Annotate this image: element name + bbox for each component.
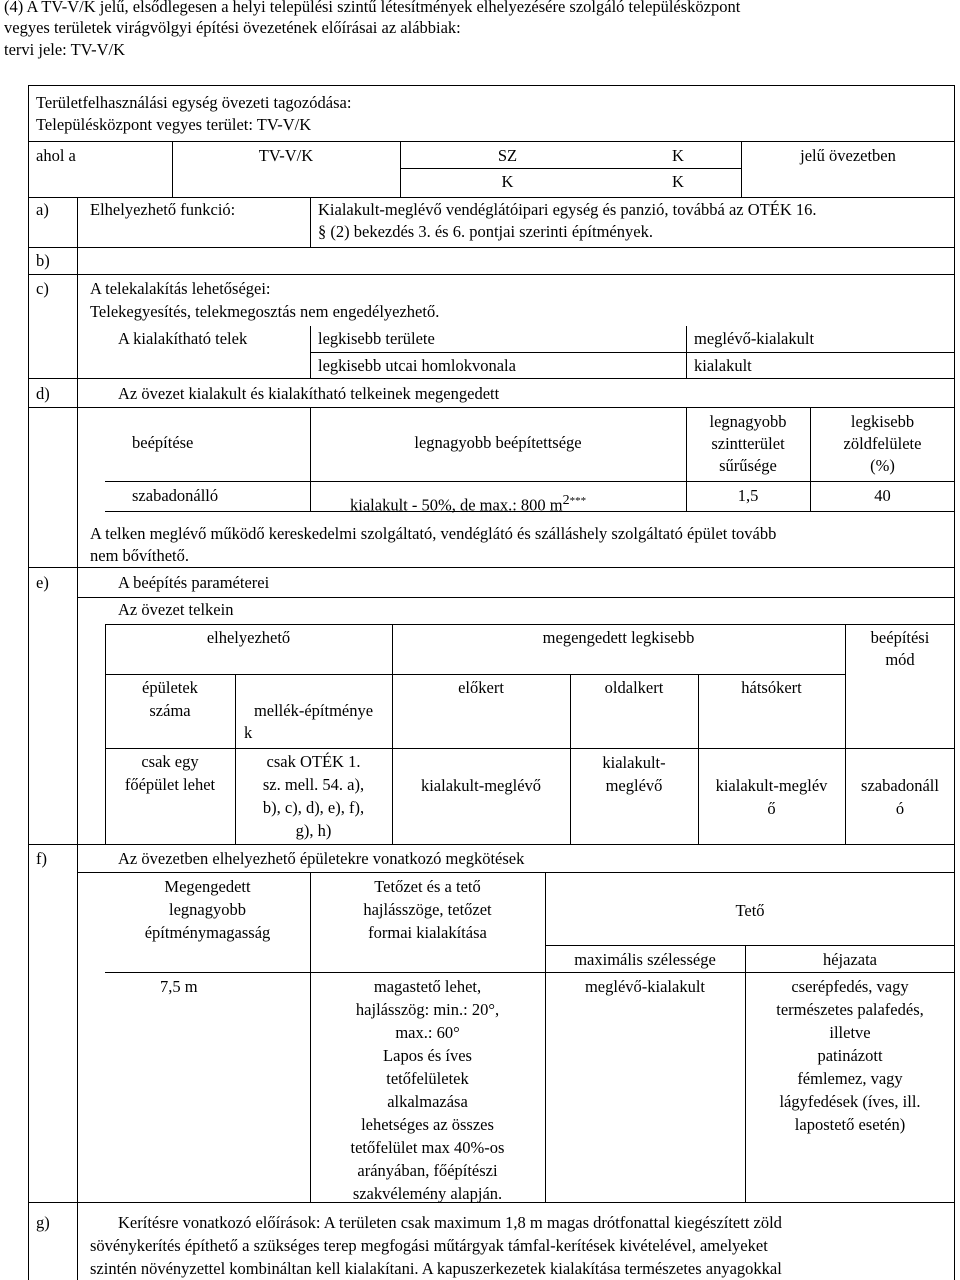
e-elhelyezheto: elhelyezhető (206, 628, 291, 647)
f-v2-2: hajlásszög: min.: 20°, (355, 1000, 500, 1019)
a-line-2: § (2) bekezdés 3. és 6. pontjai szerinti építmények. (318, 222, 653, 241)
c-kialakithato: A kialakítható telek (118, 329, 248, 348)
e-epuletek-2: száma (149, 701, 191, 720)
g-line-1: Kerítésre vonatkozó előírások: A területen csak maximum 1,8 m magas drótfonattal kiegészített zöld (118, 1213, 782, 1232)
e-otek-3: b), c), d), e), f), (262, 798, 365, 817)
e-sub2 (105, 624, 955, 625)
e-mod-value-2: ó (895, 799, 905, 818)
e-csak-egy-1: csak egy (141, 752, 199, 771)
f-v4-2: természetes palafedés, (776, 1000, 924, 1019)
d-val-stars: *** (569, 495, 587, 507)
e-bottom (28, 844, 955, 845)
f-hdr-bottom (105, 972, 955, 973)
f-title: Az övezetben elhelyezhető épületekre vonatkozó megkötések (118, 849, 525, 868)
d-val-beepitese: szabadonálló (132, 486, 219, 505)
d-col-beepitese: beépítése (132, 433, 194, 452)
f-v2-1: magastető lehet, (373, 977, 482, 996)
f-v4-4: patinázott (817, 1046, 883, 1065)
d-val-beepitettsege (350, 491, 586, 516)
c-homlok: legkisebb utcai homlokvonala (318, 356, 516, 375)
d-div-1 (310, 407, 311, 511)
e-subtitle: Az övezet telkein (118, 600, 234, 619)
f-v2-7: lehetséges az összes (361, 1115, 494, 1134)
header-k1: K (672, 146, 684, 165)
f-v2-6: alkalmazása (387, 1092, 468, 1111)
e-beepitesi-2: mód (885, 650, 915, 669)
b-letter: b) (36, 251, 50, 270)
e-hdr-bottom (105, 748, 955, 749)
e-oldalkert-value-1: kialakult- (602, 753, 666, 772)
f-max-szelessege: maximális szélessége (574, 950, 716, 969)
c-line-2: Telekegyesítés, telekmegosztás nem engedélyezhető. (90, 302, 440, 321)
d-val-szintterulet: 1,5 (737, 486, 759, 505)
d-note-2: nem bővíthető. (90, 546, 189, 565)
f-v2-8: tetőfelület max 40%-os (350, 1138, 505, 1157)
e-mellek-2: k (244, 723, 253, 742)
f-col1-2: legnagyobb (169, 900, 246, 919)
f-v4-3: illetve (829, 1023, 871, 1042)
f-mid (545, 945, 955, 946)
g-letter: g) (36, 1213, 50, 1232)
header-k3: K (672, 172, 684, 191)
f-letter: f) (36, 849, 47, 868)
header-line-2: Településközpont vegyes terület: TV-V/K (36, 115, 312, 134)
d-hdr-bottom (105, 481, 955, 482)
c-terulete: legkisebb területe (318, 329, 435, 348)
e-title: A beépítés paraméterei (118, 573, 270, 592)
b-bottom (28, 274, 955, 275)
e-oldalkert-value-2: meglévő (605, 776, 663, 795)
f-v3: meglévő-kialakult (584, 977, 706, 996)
e-letter: e) (36, 573, 49, 592)
d-title-bottom (28, 407, 955, 408)
intro-line-1: (4) A TV-V/K jelű, elsődlegesen a helyi települési szintű létesítmények elhelyezésére szolgáló településközpont (4, 0, 741, 16)
header-k2: K (501, 172, 514, 191)
c-mid (310, 352, 955, 353)
d-val-beepitettsege-text: kialakult - 50%, de max.: 800 m (350, 495, 563, 515)
e-elokert: előkert (458, 678, 504, 697)
f-v4-1: cserépfedés, vagy (791, 977, 909, 996)
g-line-3: szintén növényzettel kombináltan kell kialakítani. A kapuszerkezetek kialakítása természetes anyagokkal (90, 1259, 782, 1278)
header-jelu: jelű övezetben (800, 146, 896, 165)
e-hatsokert-value-1: kialakult-meglév (715, 776, 828, 795)
hdr-mid (400, 168, 741, 169)
d-col-zoldfelulet-2: zöldfelülete (843, 434, 922, 453)
e-otek-2: sz. mell. 54. a), (262, 775, 365, 794)
f-col2-3: formai kialakítása (368, 923, 487, 942)
header-ahol-a: ahol a (36, 146, 76, 165)
e-otek-4: g), h) (295, 821, 332, 840)
header-sz: SZ (497, 146, 518, 165)
f-v4-7: lapostető esetén) (794, 1115, 906, 1134)
frame-top (28, 85, 955, 86)
d-col-szintterulet-1: legnagyobb (709, 412, 787, 431)
c-letter: c) (36, 279, 49, 298)
d-val-zoldfelulet: 40 (874, 486, 891, 505)
f-v4-6: lágyfedések (íves, ill. (779, 1092, 921, 1111)
c-bottom (28, 378, 955, 379)
a-label: Elhelyezhető funkció: (90, 200, 236, 219)
d-title: Az övezet kialakult és kialakítható telkeinek megengedett (118, 384, 500, 403)
e-oldalkert: oldalkert (604, 678, 664, 697)
d-col-zoldfelulet-3: (%) (870, 456, 895, 475)
e-mellek-1: mellék-építménye (253, 701, 374, 720)
f-v2-10: szakvélemény alapján. (352, 1184, 503, 1203)
d-note-1: A telken meglévő működő kereskedelmi szolgáltató, vendéglátó és szálláshely szolgáltató épület tovább (90, 524, 777, 543)
a-bottom (28, 247, 955, 248)
e-mod-value-1: szabadonáll (861, 776, 939, 795)
header-line-1: Területfelhasználási egység övezeti tagozódása: (36, 93, 352, 112)
e-div-a (105, 624, 106, 844)
e-div-c (392, 624, 393, 844)
f-div-2 (545, 872, 546, 1202)
header-tvvk: TV-V/K (258, 146, 314, 165)
e-elokert-value: kialakult-meglévő (420, 776, 542, 795)
f-v2-9: arányában, főépítészi (357, 1161, 498, 1180)
hdr-bottom2 (28, 197, 955, 198)
f-title-bottom (77, 872, 955, 873)
a-line-1: Kialakult-meglévő vendéglátóipari egység és panzió, továbbá az OTÉK 16. (318, 200, 817, 219)
f-col1-3: építménymagasság (144, 923, 271, 942)
header-bottom (28, 141, 955, 142)
f-v2-3: max.: 60° (395, 1023, 460, 1042)
f-col2-2: hajlásszöge, tetőzet (363, 900, 492, 919)
frame-left (28, 85, 29, 1280)
d-bottom (28, 567, 955, 568)
c-terulete-value: meglévő-kialakult (694, 329, 815, 348)
e-epuletek-1: épületek (142, 678, 198, 697)
f-col1-1: Megengedett (164, 877, 251, 896)
e-hatsokert: hátsókert (741, 678, 802, 697)
e-hdr-mid (105, 674, 845, 675)
e-csak-egy-2: főépület lehet (124, 775, 216, 794)
f-col2-1: Tetőzet és a tető (374, 877, 481, 896)
d-letter: d) (36, 384, 50, 403)
f-teto: Tető (735, 901, 765, 920)
intro-line-3: tervi jele: TV-V/K (4, 40, 125, 59)
f-hejazata: héjazata (822, 950, 878, 969)
g-line-2: sövénykerítés építhető a szükséges terep megfogási műtárgyak támfal-kerítések kivételével, amelyeket (90, 1236, 768, 1255)
c-line-1: A telekalakítás lehetőségei: (90, 279, 271, 298)
f-v2-5: tetőfelületek (386, 1069, 469, 1088)
letter-col-divider (77, 197, 78, 1280)
c-homlok-value: kialakult (694, 356, 752, 375)
e-hatsokert-value-2: ő (767, 799, 776, 818)
e-sub1 (77, 597, 955, 598)
f-v1: 7,5 m (160, 977, 198, 996)
d-col-beepitettsege: legnagyobb beépítettsége (414, 433, 582, 452)
a-letter: a) (36, 200, 49, 219)
d-col-szintterulet-2: szintterület (711, 434, 785, 453)
e-otek-1: csak OTÉK 1. (266, 752, 361, 771)
d-col-szintterulet-3: sűrűsége (719, 456, 777, 475)
e-beepitesi-1: beépítési (870, 628, 930, 647)
f-v4-5: fémlemez, vagy (797, 1069, 903, 1088)
d-col-zoldfelulet-1: legkisebb (850, 412, 915, 431)
a-divider (310, 197, 311, 247)
d-val-sup: 2 (562, 493, 570, 508)
e-megengedett: megengedett legkisebb (542, 628, 695, 647)
f-v2-4: Lapos és íves (383, 1046, 472, 1065)
intro-line-2: vegyes területek virágvölgyi építési övezetének előírásai az alábbiak: (4, 18, 461, 37)
